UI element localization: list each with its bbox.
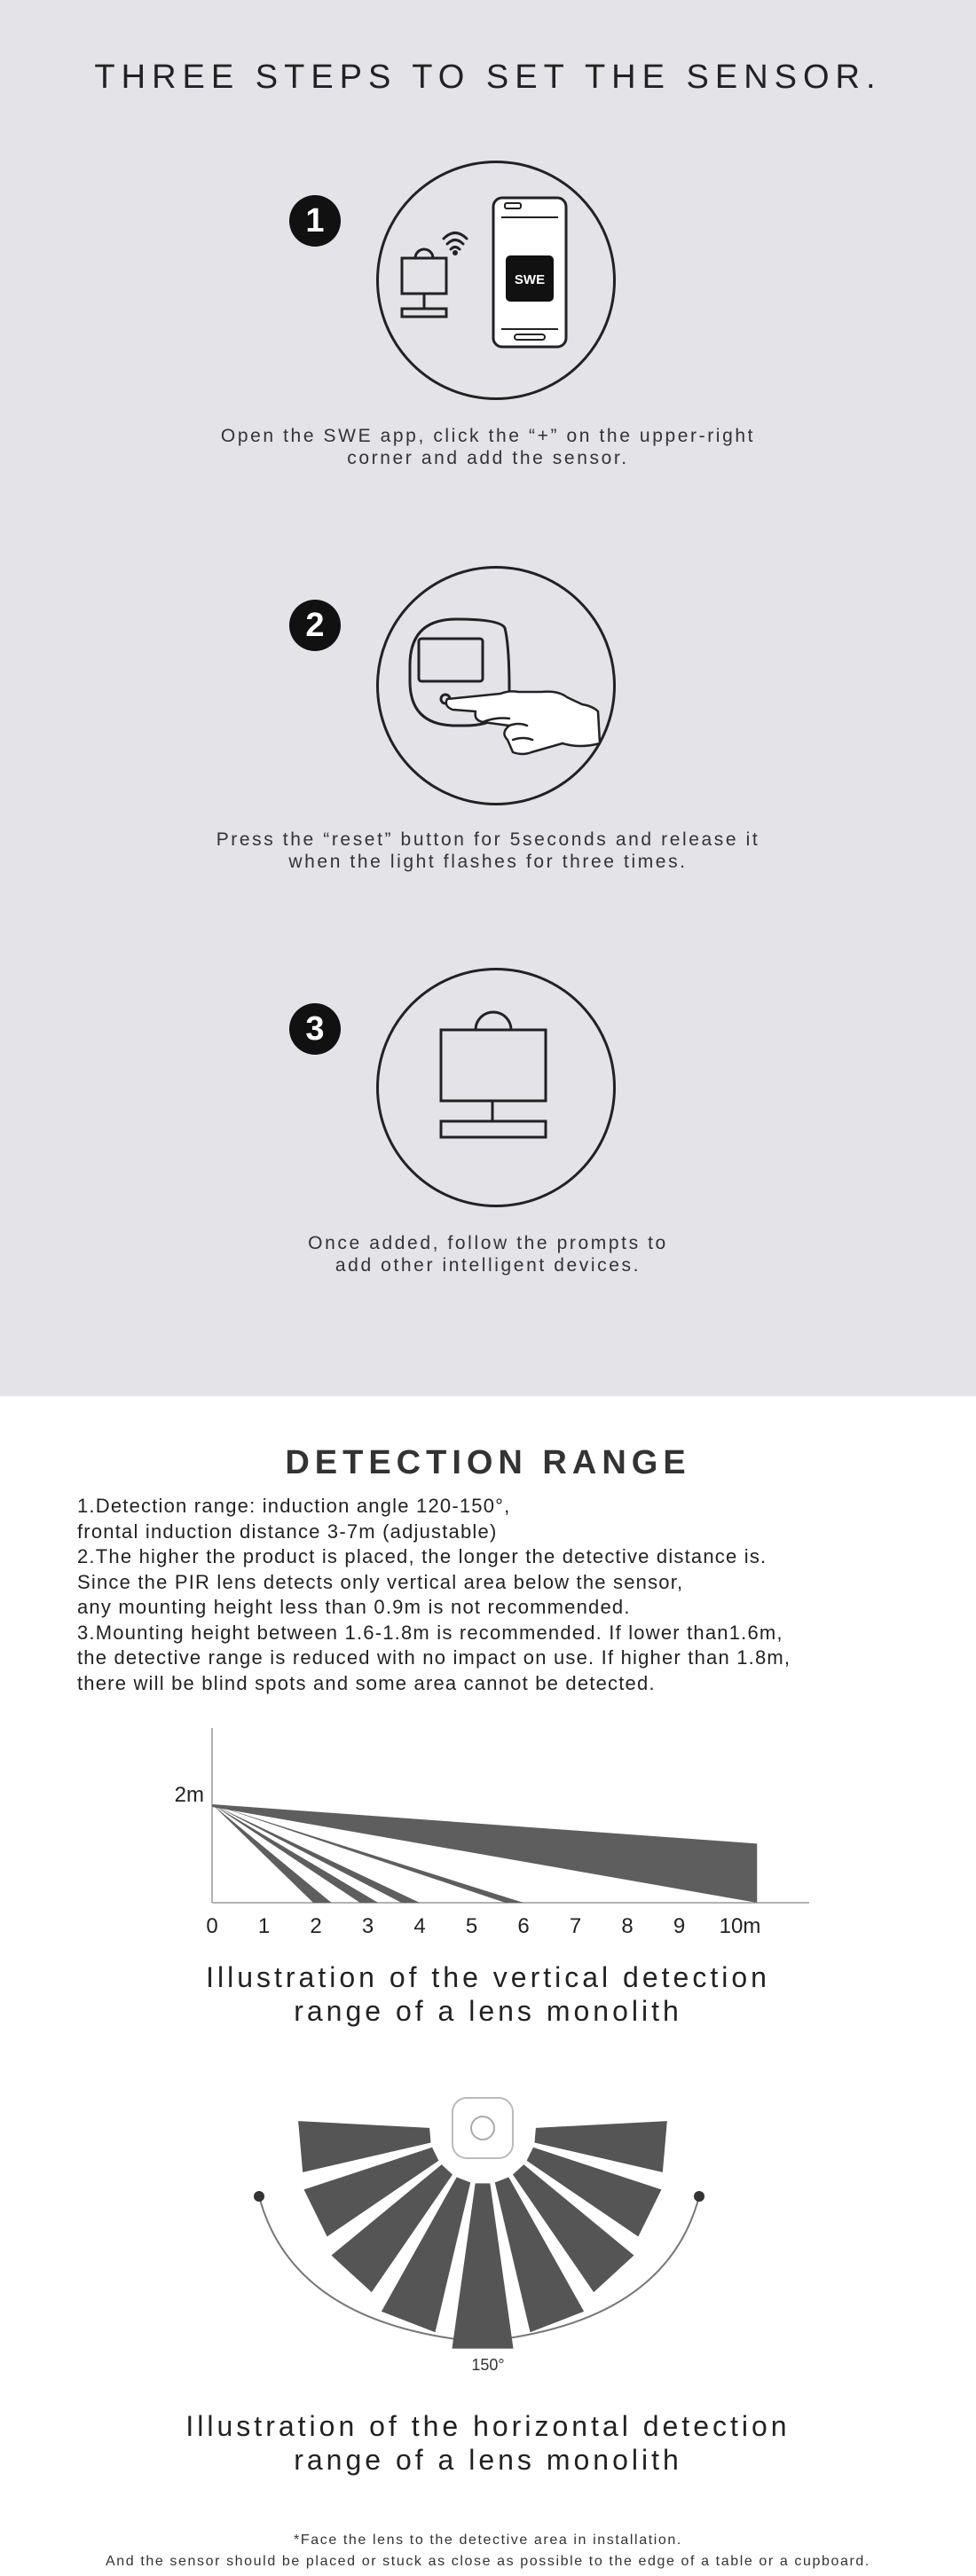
phone-icon <box>493 198 566 347</box>
footnote-line-1: *Face the lens to the detective area in installation. <box>294 2533 682 2548</box>
arc-end-marker-right <box>694 2191 704 2202</box>
footnote-line-2: And the sensor should be placed or stuck as close as possible to the edge of a table or a cupboard. <box>106 2554 870 2569</box>
hand-icon <box>446 691 600 754</box>
step-2-number: 2 <box>289 600 341 651</box>
horizontal-caption <box>0 2409 976 2477</box>
step-1-line-2: corner and add the sensor. <box>347 448 629 468</box>
setup-title: THREE STEPS TO SET THE SENSOR. <box>94 59 882 96</box>
detection-line: Since the PIR lens detects only vertical area below the sensor, <box>77 1570 684 1593</box>
step-3-line-2: add other intelligent devices. <box>335 1255 641 1276</box>
angle-label: 150° <box>471 2356 505 2374</box>
x-tick-label: 2 <box>310 1914 322 1938</box>
x-tick-label: 5 <box>465 1914 478 1938</box>
step-3-number: 3 <box>289 1003 341 1055</box>
detection-description <box>77 1494 929 1696</box>
step-2-illustration <box>376 566 616 805</box>
sensor-icon <box>402 249 446 317</box>
detection-line: any mounting height less than 0.9m is not recommended. <box>77 1596 631 1618</box>
horizontal-caption-line-2: range of a lens monolith <box>294 2444 682 2476</box>
step-2-line-2: when the light flashes for three times. <box>288 852 688 872</box>
x-tick-label: 6 <box>517 1914 530 1938</box>
x-tick-label: 4 <box>413 1914 426 1938</box>
step-1-text <box>0 425 976 469</box>
detection-title: DETECTION RANGE <box>285 1444 691 1481</box>
x-tick-label: 9 <box>673 1914 686 1938</box>
step-3-illustration <box>376 968 616 1207</box>
horizontal-detection-illustration <box>240 2085 736 2386</box>
x-tick-label: 0 <box>206 1914 218 1938</box>
step-3-line-1: Once added, follow the prompts to <box>308 1233 668 1253</box>
x-tick-label: 7 <box>569 1914 582 1938</box>
detection-line: frontal induction distance 3-7m (adjustable) <box>77 1520 498 1543</box>
y-tick-label: 2m <box>174 1783 204 1807</box>
x-tick-label: 10m <box>719 1914 761 1938</box>
app-logo-text: SWE <box>514 272 546 287</box>
detection-line: 3.Mounting height between 1.6-1.8m is recommended. If lower than1.6m, <box>77 1621 783 1644</box>
x-tick-label: 1 <box>257 1914 271 1938</box>
footnote <box>0 2530 976 2572</box>
vertical-detection-chart <box>142 1712 834 1952</box>
step-1-number: 1 <box>289 195 341 247</box>
step-1-line-1: Open the SWE app, click the “+” on the upper-right <box>220 426 756 446</box>
arc-end-marker-left <box>254 2191 264 2202</box>
step-1-illustration <box>376 161 616 400</box>
vertical-caption-line-2: range of a lens monolith <box>294 1995 682 2027</box>
detection-line: 1.Detection range: induction angle 120-150°, <box>77 1495 511 1517</box>
step-2-text <box>0 829 976 873</box>
detection-line: 2.The higher the product is placed, the longer the detective distance is. <box>77 1545 767 1567</box>
detection-line: the detective range is reduced with no impact on use. If higher than 1.8m, <box>77 1646 791 1669</box>
step-3-text <box>0 1232 976 1276</box>
wifi-icon <box>444 233 467 255</box>
horizontal-caption-line-1: Illustration of the horizontal detection <box>185 2410 791 2442</box>
step-2-line-1: Press the “reset” button for 5seconds and release it <box>216 829 760 850</box>
mounted-sensor-icon <box>441 1012 546 1137</box>
sensor-top-view-icon <box>453 2098 513 2158</box>
vertical-caption <box>0 1960 976 2028</box>
x-tick-label: 8 <box>621 1914 634 1938</box>
detection-line: there will be blind spots and some area cannot be detected. <box>77 1671 656 1694</box>
x-tick-label: 3 <box>361 1914 374 1938</box>
vertical-caption-line-1: Illustration of the vertical detection <box>206 1961 770 1993</box>
